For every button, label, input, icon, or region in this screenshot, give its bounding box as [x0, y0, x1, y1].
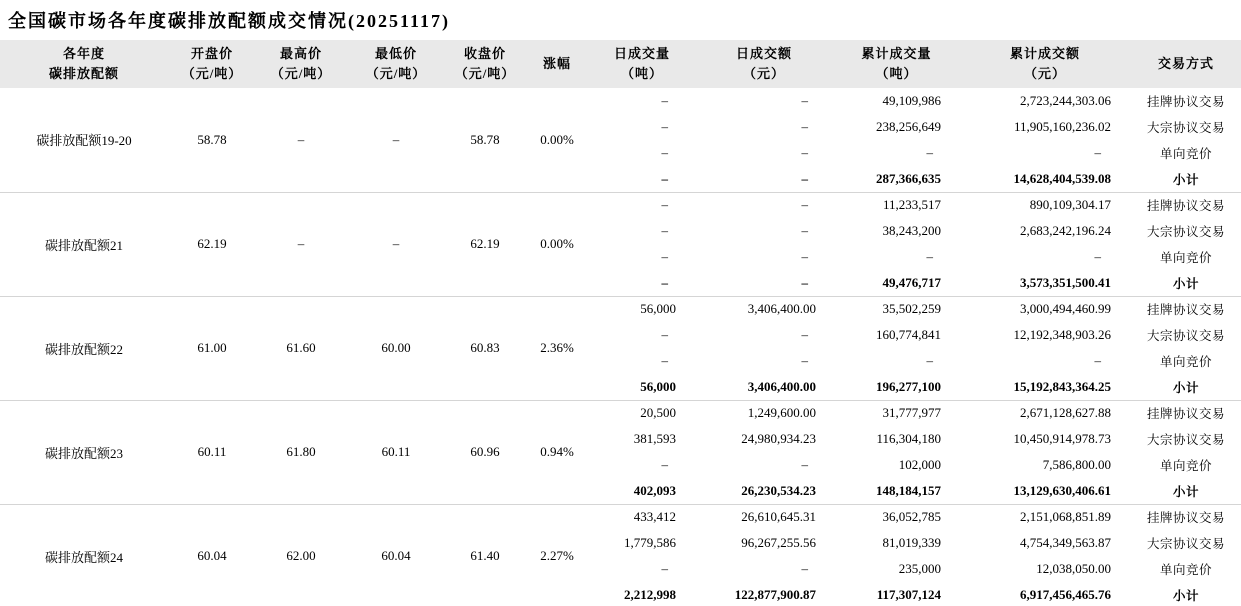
daily-amount-cell: –: [801, 145, 808, 160]
header-daily-amount: [694, 40, 834, 88]
close-cell: 60.96: [446, 400, 524, 504]
daily-amount-cell: 3,406,400.00: [694, 296, 834, 322]
header-daily-volume-line2: （吨）: [620, 66, 663, 81]
table-row: [0, 192, 1241, 218]
change-cell: 2.27%: [524, 504, 590, 606]
cum-amount-cell: 2,671,128,627.88: [959, 400, 1131, 426]
daily-volume-cell: –: [661, 327, 668, 342]
header-row: [0, 40, 1241, 88]
daily-amount-cell: –: [801, 249, 808, 264]
method-cell: 小计: [1172, 589, 1199, 603]
header-year-line2: 碳排放配额: [48, 66, 119, 81]
open-cell: 60.11: [168, 400, 256, 504]
method-cell: 小计: [1172, 172, 1199, 187]
method-cell: 大宗协议交易: [1146, 433, 1225, 447]
cum-volume-cell: 160,774,841: [876, 327, 941, 342]
method-cell: 挂牌协议交易: [1131, 192, 1241, 218]
header-method: 交易方式: [1131, 40, 1241, 88]
year-cell: 碳排放配额22: [0, 296, 168, 400]
cum-amount-cell: 2,683,242,196.24: [1020, 223, 1111, 238]
method-cell: 大宗协议交易: [1146, 329, 1225, 343]
daily-amount-cell: 24,980,934.23: [741, 431, 816, 446]
daily-amount-cell: 26,230,534.23: [741, 482, 816, 498]
method-cell: 挂牌协议交易: [1146, 95, 1225, 109]
high-cell: 62.00: [256, 504, 346, 606]
header-open: [168, 40, 256, 88]
header-close-line1: 收盘价: [463, 45, 506, 61]
method-cell: 单向竞价: [1159, 147, 1212, 161]
daily-amount-cell: 96,267,255.56: [741, 535, 816, 550]
header-close-line2: （元/吨）: [454, 66, 516, 81]
daily-amount-cell: –: [801, 327, 808, 342]
cum-amount-cell: –: [1094, 353, 1101, 368]
header-low-line2: （元/吨）: [365, 66, 427, 81]
cum-volume-cell: 238,256,649: [876, 119, 941, 134]
cum-amount-cell: –: [1094, 249, 1101, 264]
cum-volume-cell: 117,307,124: [876, 587, 941, 602]
method-cell: 单向竞价: [1159, 355, 1212, 369]
method-cell: 小计: [1172, 276, 1199, 291]
daily-volume-cell: –: [661, 93, 668, 108]
cum-amount-cell: 12,192,348,903.26: [1013, 327, 1111, 342]
cum-amount-cell: 890,109,304.17: [959, 192, 1131, 218]
table-row: [0, 504, 1241, 530]
daily-volume-cell: 2,212,998: [624, 587, 676, 602]
high-cell: 61.60: [256, 296, 346, 400]
header-high-line2: （元/吨）: [270, 66, 332, 81]
cum-volume-cell: 31,777,977: [834, 400, 959, 426]
table-row: [0, 400, 1241, 426]
daily-volume-cell: –: [661, 561, 668, 576]
method-cell: 大宗协议交易: [1146, 121, 1225, 135]
table-header: [0, 40, 1241, 88]
daily-amount-cell: –: [801, 119, 808, 134]
daily-volume-cell: 56,000: [590, 296, 694, 322]
daily-volume-cell: –: [661, 119, 668, 134]
close-cell: 60.83: [446, 296, 524, 400]
header-daily-volume-line1: 日成交量: [613, 45, 670, 61]
method-cell: 单向竞价: [1159, 563, 1212, 577]
method-cell: 单向竞价: [1159, 459, 1212, 473]
cum-volume-cell: 49,476,717: [882, 274, 941, 290]
year-cell: 碳排放配额21: [0, 192, 168, 296]
year-cell: 碳排放配额23: [0, 400, 168, 504]
header-low: [346, 40, 446, 88]
header-daily-amount-line1: 日成交额: [735, 45, 792, 61]
low-cell: 60.00: [346, 296, 446, 400]
cum-volume-cell: –: [926, 145, 933, 160]
year-cell: 碳排放配额19-20: [36, 133, 132, 149]
daily-volume-cell: 56,000: [640, 378, 676, 394]
close-cell: 61.40: [446, 504, 524, 606]
daily-volume-cell: –: [661, 274, 668, 290]
low-cell: –: [346, 192, 446, 296]
high-cell: 61.80: [256, 400, 346, 504]
header-close: [446, 40, 524, 88]
daily-amount-cell: 26,610,645.31: [694, 504, 834, 530]
header-high: [256, 40, 346, 88]
header-low-line1: 最低价: [374, 45, 417, 61]
page-title: 全国碳市场各年度碳排放配额成交情况(20251117): [8, 11, 451, 31]
header-cum-volume-line2: （吨）: [875, 66, 918, 81]
cum-amount-cell: 2,723,244,303.06: [1020, 93, 1111, 108]
high-cell: –: [256, 192, 346, 296]
daily-amount-cell: –: [801, 274, 808, 290]
open-cell: 60.04: [168, 504, 256, 606]
method-cell: 挂牌协议交易: [1131, 504, 1241, 530]
cum-amount-cell: 3,573,351,500.41: [1020, 274, 1111, 290]
daily-volume-cell: –: [661, 457, 668, 472]
daily-volume-cell: –: [661, 223, 668, 238]
daily-amount-cell: 122,877,900.87: [734, 587, 816, 602]
cum-volume-cell: 81,019,339: [882, 535, 941, 550]
year-cell: 碳排放配额24: [0, 504, 168, 606]
header-open-line2: （元/吨）: [181, 66, 243, 81]
header-daily-amount-line2: （元）: [742, 66, 785, 81]
method-cell: 挂牌协议交易: [1131, 296, 1241, 322]
daily-volume-cell: 381,593: [633, 431, 676, 446]
cum-amount-cell: –: [1094, 145, 1101, 160]
open-cell: 62.19: [168, 192, 256, 296]
cum-amount-cell: 13,129,630,406.61: [1013, 482, 1111, 498]
cum-amount-cell: 10,450,914,978.73: [1013, 431, 1111, 446]
daily-volume-cell: 20,500: [590, 400, 694, 426]
header-daily-volume: [590, 40, 694, 88]
cum-amount-cell: 3,000,494,460.99: [959, 296, 1131, 322]
daily-amount-cell: –: [801, 223, 808, 238]
cum-amount-cell: 14,628,404,539.08: [1013, 170, 1111, 186]
cum-volume-cell: –: [926, 249, 933, 264]
cum-volume-cell: 38,243,200: [882, 223, 941, 238]
daily-volume-cell: 402,093: [633, 482, 676, 498]
daily-amount-cell: –: [694, 192, 834, 218]
carbon-allowance-table: [0, 40, 1241, 606]
cum-volume-cell: 235,000: [898, 561, 941, 576]
daily-amount-cell: –: [801, 457, 808, 472]
daily-volume-cell: –: [661, 353, 668, 368]
header-cum-amount: [959, 40, 1131, 88]
high-cell: –: [297, 131, 305, 147]
low-cell: 60.04: [346, 504, 446, 606]
cum-volume-cell: 102,000: [898, 457, 941, 472]
cum-amount-cell: 15,192,843,364.25: [1013, 378, 1111, 394]
cum-volume-cell: 49,109,986: [882, 93, 941, 108]
cum-volume-cell: 287,366,635: [876, 170, 941, 186]
change-cell: 2.36%: [524, 296, 590, 400]
cum-volume-cell: 148,184,157: [876, 482, 941, 498]
change-cell: 0.94%: [524, 400, 590, 504]
open-cell: 61.00: [168, 296, 256, 400]
low-cell: –: [392, 131, 400, 147]
daily-amount-cell: –: [801, 353, 808, 368]
daily-amount-cell: –: [801, 170, 808, 186]
close-cell: 62.19: [446, 192, 524, 296]
close-cell: 58.78: [470, 131, 500, 147]
cum-amount-cell: 11,905,160,236.02: [1013, 119, 1111, 134]
cum-volume-cell: 35,502,259: [834, 296, 959, 322]
header-cum-volume-line1: 累计成交量: [861, 45, 932, 61]
daily-amount-cell: –: [801, 93, 808, 108]
daily-amount-cell: 1,249,600.00: [694, 400, 834, 426]
header-year-line1: 各年度: [62, 45, 105, 61]
header-change: 涨幅: [524, 40, 590, 88]
cum-amount-cell: 6,917,456,465.76: [1020, 587, 1111, 602]
cum-volume-cell: 11,233,517: [834, 192, 959, 218]
daily-amount-cell: 3,406,400.00: [747, 378, 816, 394]
cum-volume-cell: 196,277,100: [876, 378, 941, 394]
table-body: [0, 88, 1241, 606]
method-cell: 大宗协议交易: [1146, 537, 1225, 551]
daily-volume-cell: 1,779,586: [624, 535, 676, 550]
daily-volume-cell: –: [661, 249, 668, 264]
header-open-line1: 开盘价: [190, 45, 233, 61]
cum-amount-cell: 7,586,800.00: [1042, 457, 1111, 472]
daily-volume-cell: –: [661, 170, 668, 186]
header-cum-amount-line2: （元）: [1023, 66, 1066, 81]
method-cell: 小计: [1172, 484, 1199, 499]
daily-volume-cell: 433,412: [590, 504, 694, 530]
cum-volume-cell: 116,304,180: [876, 431, 941, 446]
method-cell: 单向竞价: [1159, 251, 1212, 265]
header-cum-volume: [834, 40, 959, 88]
header-high-line1: 最高价: [279, 45, 322, 61]
cum-amount-cell: 2,151,068,851.89: [959, 504, 1131, 530]
daily-amount-cell: –: [801, 561, 808, 576]
cum-volume-cell: 36,052,785: [834, 504, 959, 530]
cum-volume-cell: –: [926, 353, 933, 368]
change-cell: 0.00%: [540, 131, 574, 147]
table-row: [0, 88, 1241, 114]
method-cell: 挂牌协议交易: [1131, 400, 1241, 426]
cum-amount-cell: 12,038,050.00: [1036, 561, 1111, 576]
header-cum-amount-line1: 累计成交额: [1009, 45, 1080, 61]
method-cell: 大宗协议交易: [1146, 225, 1225, 239]
change-cell: 0.00%: [524, 192, 590, 296]
daily-volume-cell: –: [590, 192, 694, 218]
method-cell: 小计: [1172, 380, 1199, 395]
cum-amount-cell: 4,754,349,563.87: [1020, 535, 1111, 550]
header-year: [0, 40, 168, 88]
low-cell: 60.11: [346, 400, 446, 504]
daily-volume-cell: –: [661, 145, 668, 160]
table-row: [0, 296, 1241, 322]
open-cell: 58.78: [197, 131, 227, 147]
